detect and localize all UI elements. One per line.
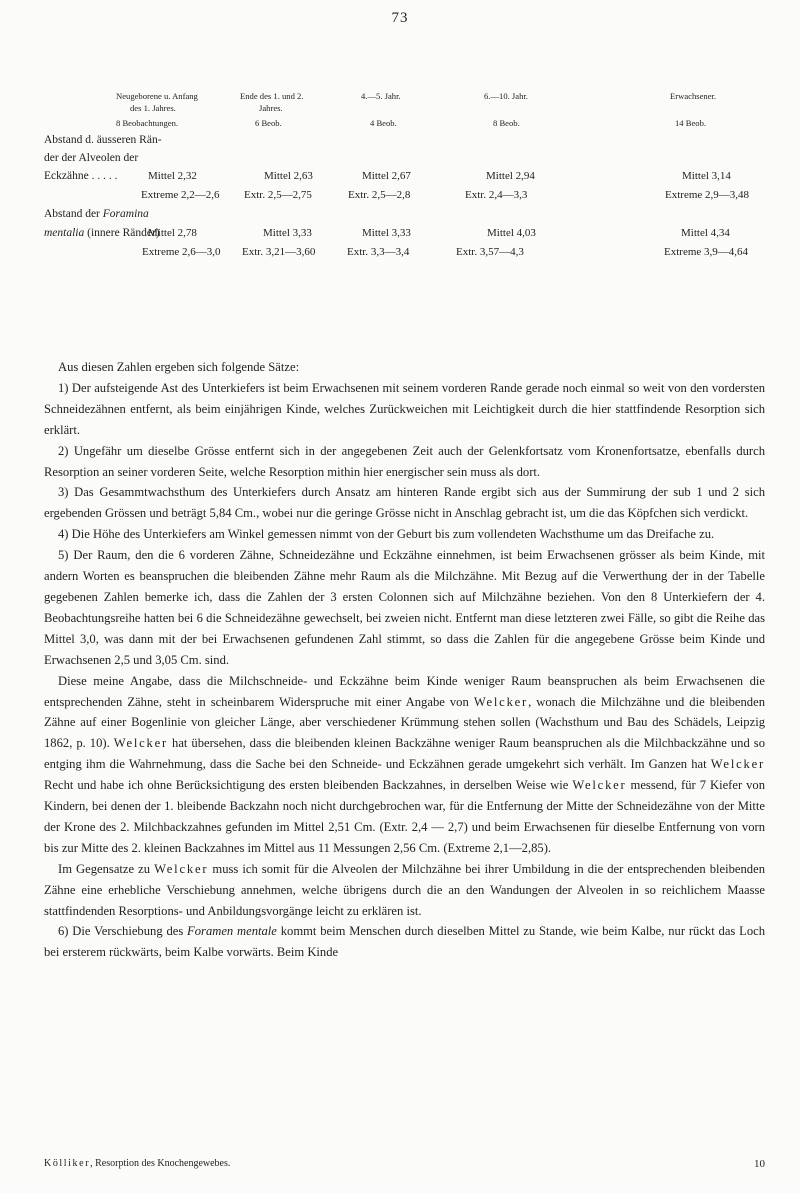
paragraph-2: 2) Ungefähr um dieselbe Grösse entfernt sich in der angegebenen Zeit auch der Gelenkfortsatz vom Kronenfortsatze, ebenfalls durch Resorption an seiner vorderen Seite, welche Resorption mithin hier energischer sein muss als dort. xyxy=(44,443,765,479)
table-header-row-3 xyxy=(44,119,774,133)
section2-extreme-col4: Extr. 3,57—4,3 xyxy=(456,246,524,258)
page-number: 73 xyxy=(391,10,409,26)
p6-text-d: Recht und habe ich ohne Berücksichtigung des ersten bleibenden Backzahnes, in derselben Weise wie xyxy=(44,778,573,793)
col4-header: 6.—10. Jahr. xyxy=(484,91,528,101)
col2-count: 6 Beob. xyxy=(255,118,282,128)
col2-header: Ende des 1. und 2. xyxy=(240,91,304,101)
section2-mittel-col4: Mittel 4,03 xyxy=(487,227,536,239)
author-name: Welcker xyxy=(113,736,169,751)
section2-extreme-col5: Extreme 3,9—4,64 xyxy=(664,246,749,258)
section1-extreme-col3: Extr. 2,5—2,8 xyxy=(348,189,411,201)
section1-extreme-col1: Extreme 2,2—2,6 xyxy=(141,189,220,201)
author-name: Welcker xyxy=(710,757,765,772)
footer-author: Kölliker xyxy=(44,1158,91,1169)
col1-header-sub: des 1. Jahres. xyxy=(130,103,176,113)
section2-mittel-col1: Mittel 2,78 xyxy=(148,227,197,239)
body-text xyxy=(44,357,765,963)
p7-text-a: Im Gegensatze zu xyxy=(58,861,155,876)
paragraph-3: 3) Das Gesammtwachsthum des Unterkiefers durch Ansatz am hinteren Rande ergibt sich aus der Summirung der sub 1 und 2 sich ergebenden Grössen und beträgt 5,84 Cm., wobei nur die geringe Grösse nicht in Anschlag gebracht ist, um die das Köpfchen sich verdickt. xyxy=(44,485,765,521)
section1-extreme-row xyxy=(44,190,774,204)
section2-extreme-col1: Extreme 2,6—3,0 xyxy=(142,246,221,258)
section1-extreme-col4: Extr. 2,4—3,3 xyxy=(465,189,528,201)
section2-extreme-col2: Extr. 3,21—3,60 xyxy=(242,246,316,258)
section1-extreme-col2: Extr. 2,5—2,75 xyxy=(244,189,312,201)
paragraph-4: 4) Die Höhe des Unterkiefers am Winkel gemessen nimmt von der Geburt bis zum vollendeten Wachsthume um das Dreifache zu. xyxy=(58,527,715,542)
section2-label-foramina: Foramina xyxy=(102,208,149,220)
paragraph-7 xyxy=(44,859,765,922)
col3-count: 4 Beob. xyxy=(370,118,397,128)
section1-label-line2: der der Alveolen der xyxy=(44,152,139,164)
col4-count: 8 Beob. xyxy=(493,118,520,128)
p8-text-a: 6) Die Verschiebung des xyxy=(58,924,188,939)
section2-label-line2 xyxy=(44,228,160,240)
paragraph-8 xyxy=(44,921,765,963)
page-footer xyxy=(44,1158,765,1169)
section1-mittel-col1: Mittel 2,32 xyxy=(148,170,197,182)
section2-mittel-col3: Mittel 3,33 xyxy=(362,227,411,239)
col5-count: 14 Beob. xyxy=(675,118,707,128)
section1-mittel-col3: Mittel 2,67 xyxy=(362,170,411,182)
p7-text-b: muss ich somit für die Alveolen der Milchzähne bei ihrer Umbildung in die der entsprechenden bleibenden Zähne eine erhebliche Verschiebung annehmen, welche übrigens durch die an den Wandungen der Alveolen in so reichlichem Maasse stattfindenden Resorptions- und Anbildungsvorgänge leicht zu erklären ist. xyxy=(44,861,765,918)
section1-mittel-col5: Mittel 3,14 xyxy=(682,170,731,182)
section2-mittel-col2: Mittel 3,33 xyxy=(263,227,312,239)
section1-label-line1: Abstand d. äusseren Rän- xyxy=(44,134,162,146)
section2-extreme-row xyxy=(44,247,774,261)
section1-mittel-col2: Mittel 2,63 xyxy=(264,170,313,182)
paragraph-1: 1) Der aufsteigende Ast des Unterkiefers ist beim Erwachsenen mit seinem vorderen Rande gerade noch einmal so weit von den vordersten Schneidezähnen entfernt, als beim einjährigen Kinde, welches Zurückweichen mit Leichtigkeit durch die hier stattfindende Resorption sich erklärt. xyxy=(44,380,765,437)
author-name: Welcker xyxy=(572,778,627,793)
p6-text-c: hat übersehen, dass die bleibenden kleinen Backzähne weniger Raum beanspruchen als die Milchbackzähne und so entging ihm die Wahrnehmung, dass die Sache bei den Schneide- und Eckzähnen gerade umgekehrt sich verhält. Im Ganzen hat xyxy=(44,736,765,772)
section2-mittel-col5: Mittel 4,34 xyxy=(681,227,730,239)
author-name: Welcker xyxy=(473,694,529,709)
section1-label-line3: Eckzähne . . . . . xyxy=(44,170,118,182)
section2-label-row-1 xyxy=(44,209,774,223)
col2-header-sub: Jahres. xyxy=(259,103,283,113)
section1-mittel-row xyxy=(44,171,774,185)
author-name: Welcker xyxy=(154,861,209,876)
col1-count: 8 Beobachtungen. xyxy=(116,118,179,128)
intro-paragraph: Aus diesen Zahlen ergeben sich folgende Sätze: xyxy=(58,360,300,374)
p8-text-b: kommt beim Menschen durch dieselben Mittel zu Stande, wie beim Kalbe, nur rückt das Loch bei ersterem rückwärts, beim Kalbe vorwärts. Beim Kinde xyxy=(44,924,766,960)
section2-extreme-col3: Extr. 3,3—3,4 xyxy=(347,246,410,258)
paragraph-5: 5) Der Raum, den die 6 vorderen Zähne, Schneidezähne und Eckzähne einnehmen, ist beim Erwachsenen grösser als beim Kinde, mit andern Worten es beanspruchen die bleibenden Zähne mehr Raum als die Milchzähne. Mit Bezug auf die Verwerthung der in der Tabelle gegebenen Zahlen bemerke ich, dass die Zahlen der 3 ersten Colonnen sich auf Milchzähne beziehen. Von den 8 Unterkiefern der 4. Beobachtungsreihe hatten bei 6 die Schneidezähne gewechselt, bei zweien nicht. Entfernt man diese letzteren zwei Fälle, so gibt die Reihe das Mittel 3,0, was dann mit der bei Erwachsenen gefundenen Zahl stimmt, so dass die Zahlen für die angegebene Grösse beim Kinde und Erwachsenen 2,5 und 3,05 Cm. sind. xyxy=(44,548,765,667)
paragraph-6 xyxy=(44,671,765,859)
p6-text-b: , wonach die Milchzähne und die bleibenden Zähne auf einer Bogenlinie von gleicher Länge, aber verschiedener Krümmung stehen sollen (Wachsthum und Bau des Schädels, Leipzig 1862, p. 10). xyxy=(44,694,765,751)
section1-label-row-2 xyxy=(44,153,774,167)
footer-title: , Resorption des Knochengewebes. xyxy=(90,1158,231,1169)
p6-text-a: Diese meine Angabe, dass die Milchschneide- und Eckzähne beim Kinde weniger Raum beanspruchen als beim Erwachsenen die entsprechenden Zähne, steht in scheinbarem Widerspruche mit einer Angabe von xyxy=(44,673,765,709)
col5-header: Erwachsener. xyxy=(670,91,717,101)
section1-mittel-col4: Mittel 2,94 xyxy=(486,170,535,182)
signature-mark: 10 xyxy=(754,1158,765,1170)
section2-label-rest: (innere Ränder) xyxy=(84,227,160,239)
p8-foramen-mentale: Foramen mentale xyxy=(187,924,277,939)
col3-header: 4.—5. Jahr. xyxy=(361,91,401,101)
section2-label-prefix: Abstand der xyxy=(44,208,103,220)
section1-extreme-col5: Extreme 2,9—3,48 xyxy=(665,189,750,201)
section2-label-line1 xyxy=(44,209,149,221)
section2-label-mentalia: mentalia xyxy=(44,227,85,239)
table-header-row-2 xyxy=(44,104,774,118)
section2-mittel-row xyxy=(44,228,774,242)
p6-text-e: messend, für 7 Kiefer von Kindern, bei denen der 1. bleibende Backzahn noch nicht durchgebrochen war, für die Entfernung der Mitte der Schneidezähne von der Mitte der Krone des 2. Milchbackzahnes gefunden im Mittel 2,51 Cm. (Extr. 2,4 — 2,7) und beim Erwachsenen für dieselbe Entfernung von vorn bis zur Mitte des 2. kleinen Backzahnes im Mittel aus 11 Messungen 2,56 Cm. (Extreme 2,1—2,85). xyxy=(44,778,766,855)
col1-header: Neugeborene u. Anfang xyxy=(116,91,198,101)
section1-label-row-1 xyxy=(44,135,774,149)
